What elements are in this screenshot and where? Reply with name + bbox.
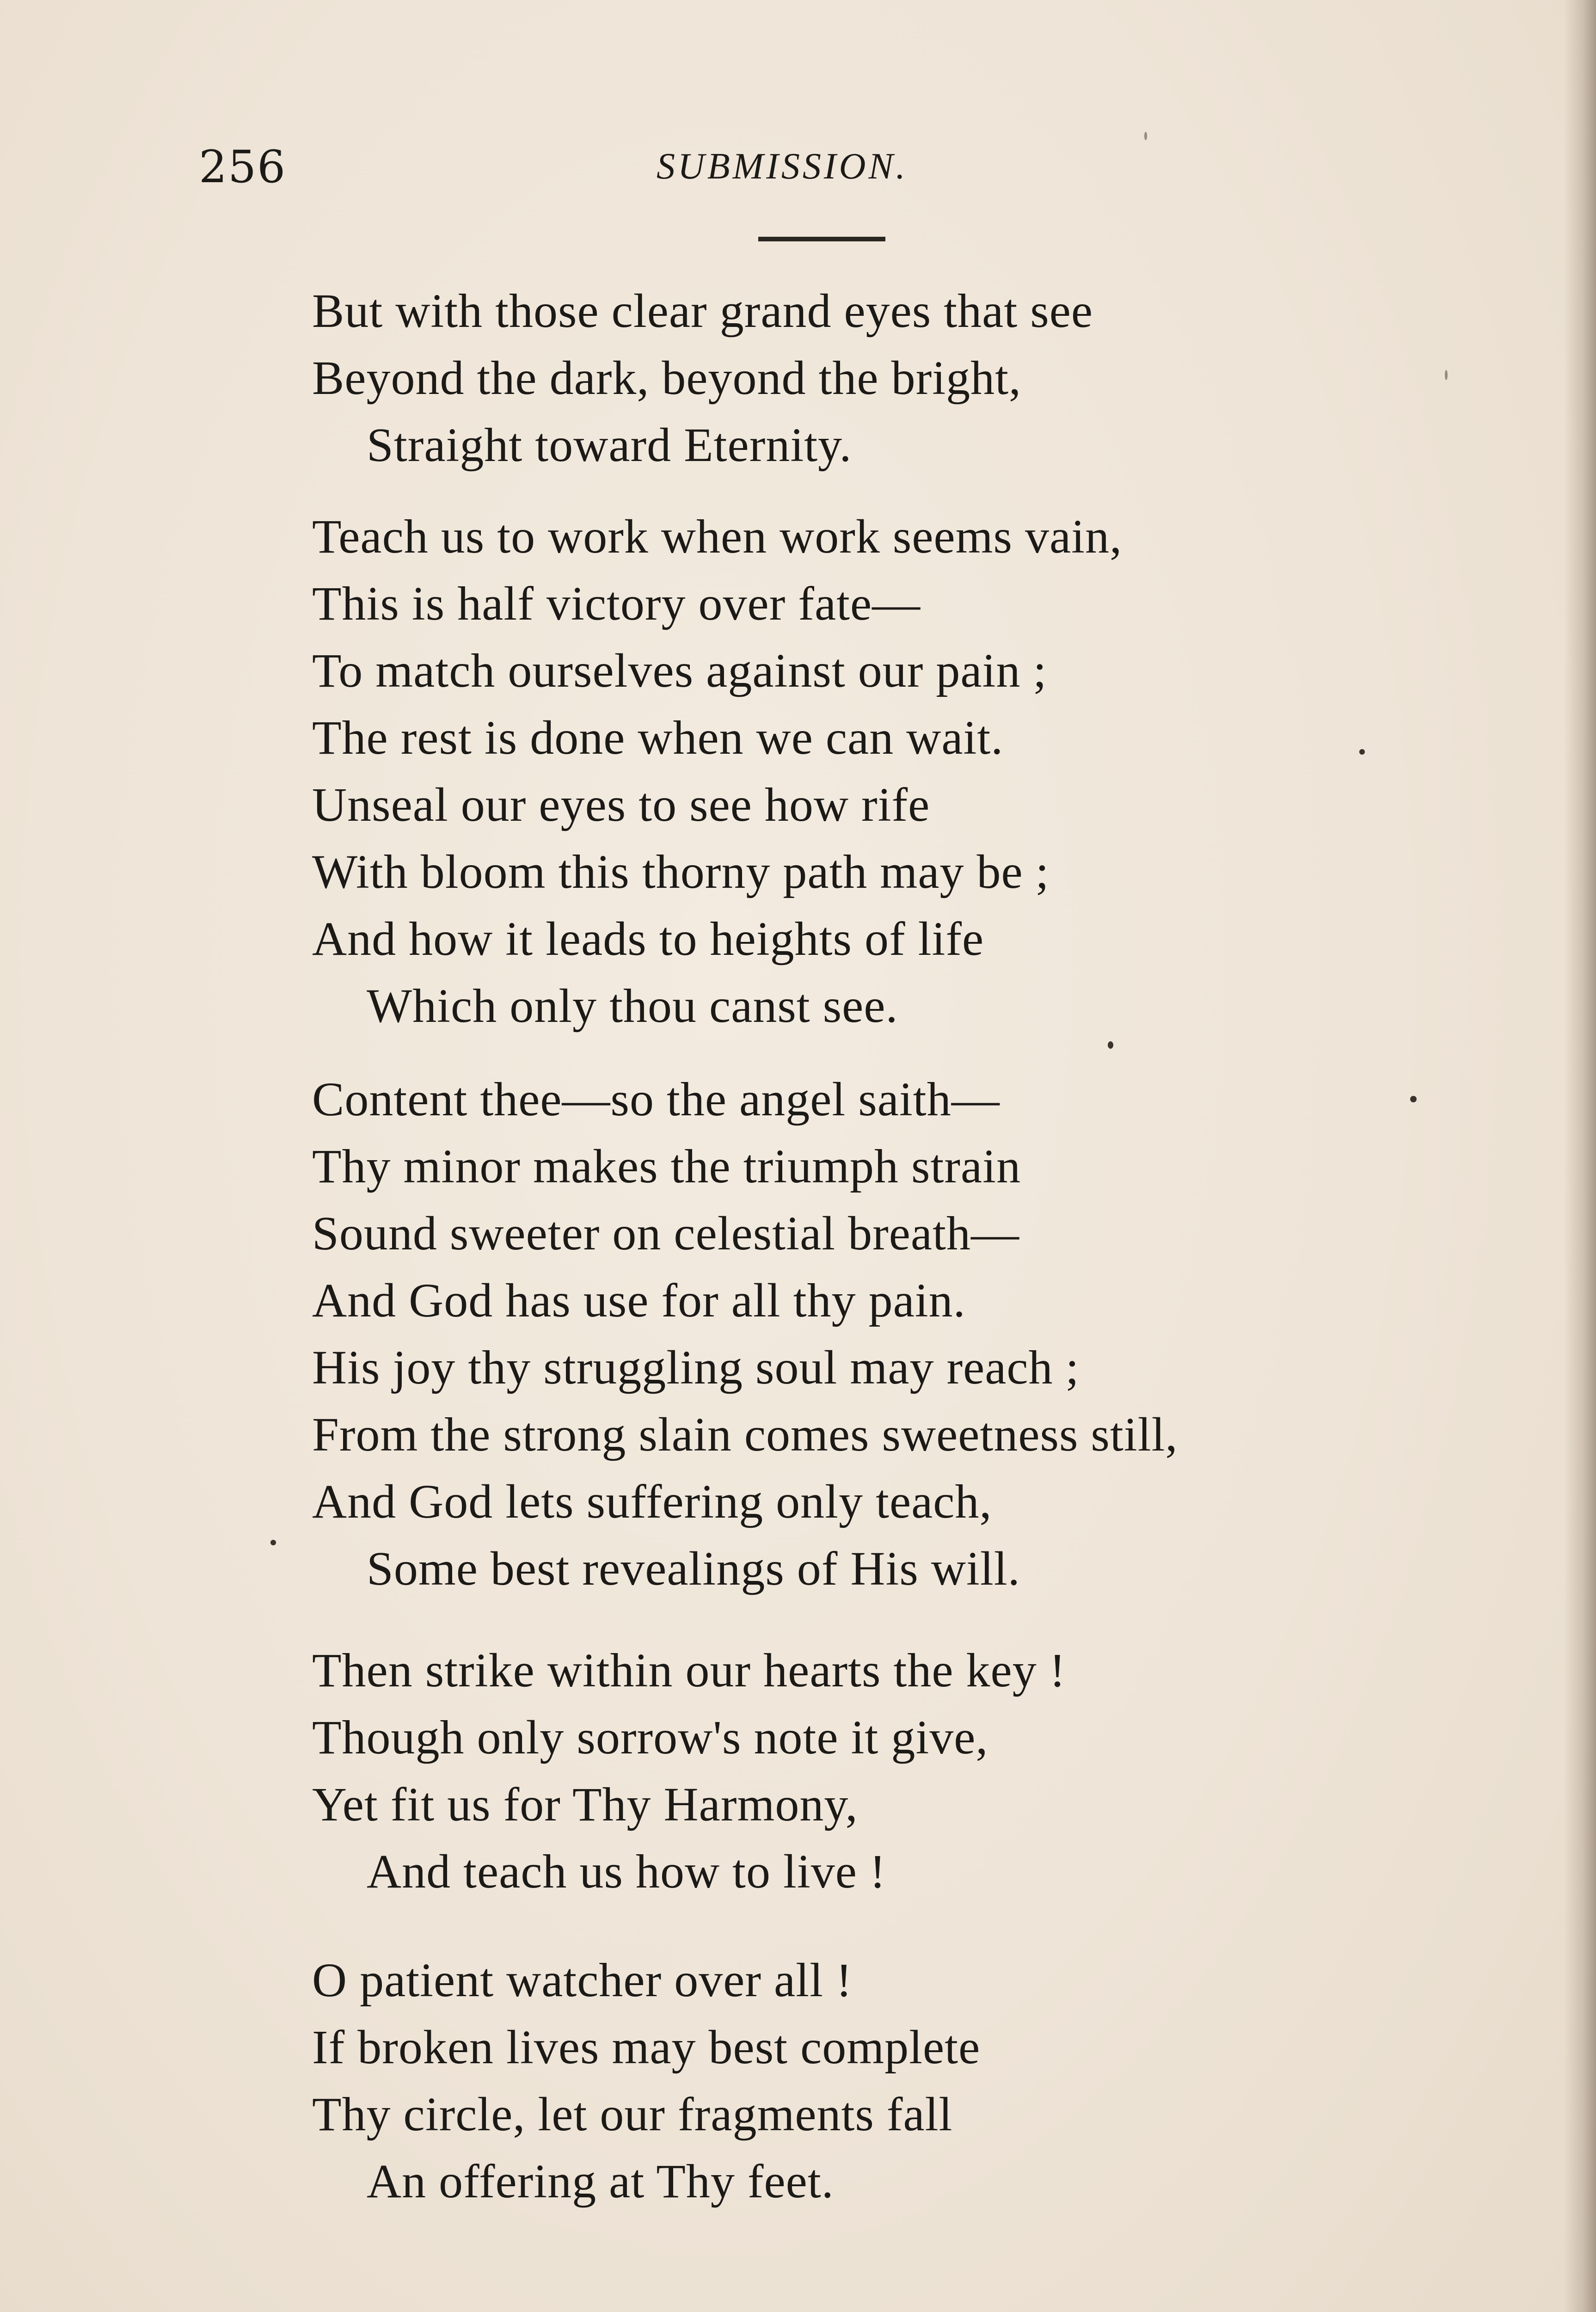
stanza xyxy=(312,503,1122,1039)
paper-speck xyxy=(1445,370,1448,380)
poem-line-indented: An offering at Thy feet. xyxy=(367,2155,834,2208)
stanza xyxy=(312,1066,1178,1602)
poem-line: Thy circle, let our fragments fall xyxy=(312,2088,953,2141)
poem-line: Content thee—so the angel saith— xyxy=(312,1073,1000,1126)
poem-line: Sound sweeter on celestial breath— xyxy=(312,1207,1019,1260)
page-number: 256 xyxy=(199,141,287,193)
stanza xyxy=(312,1637,1066,1905)
poem-line-indented: Which only thou canst see. xyxy=(367,979,898,1033)
poem-line-indented: And teach us how to live ! xyxy=(367,1845,886,1898)
poem-line: From the strong slain comes sweetness still, xyxy=(312,1408,1178,1461)
paper-speck xyxy=(1410,1096,1417,1102)
poem-line-indented: Some best revealings of His will. xyxy=(367,1542,1020,1595)
paper-speck xyxy=(1144,132,1147,140)
running-head: SUBMISSION. xyxy=(657,146,908,187)
poem-line: And God has use for all thy pain. xyxy=(312,1274,966,1327)
poem-line: Then strike within our hearts the key ! xyxy=(312,1644,1066,1697)
poem-line: Thy minor makes the triumph strain xyxy=(312,1140,1021,1193)
paper-speck xyxy=(1108,1041,1113,1049)
header-rule xyxy=(758,237,885,241)
poem-line: Unseal our eyes to see how rife xyxy=(312,778,930,831)
poem-line: If broken lives may best complete xyxy=(312,2021,981,2074)
poem-line: With bloom this thorny path may be ; xyxy=(312,845,1050,898)
paper-speck xyxy=(1359,749,1365,755)
poem-line: Beyond the dark, beyond the bright, xyxy=(312,351,1022,405)
poem-line: O patient watcher over all ! xyxy=(312,1954,853,2007)
poem-line: The rest is done when we can wait. xyxy=(312,711,1004,764)
page-binding-shadow xyxy=(1564,0,1596,2312)
poem-line: His joy thy struggling soul may reach ; xyxy=(312,1341,1080,1394)
poem-line: And God lets suffering only teach, xyxy=(312,1475,992,1528)
poem-line: This is half victory over fate— xyxy=(312,577,921,630)
poem-line: Yet fit us for Thy Harmony, xyxy=(312,1778,858,1831)
poem-line-indented: Straight toward Eternity. xyxy=(367,418,852,472)
poem-line: And how it leads to heights of life xyxy=(312,912,984,965)
paper-speck xyxy=(270,1540,276,1545)
poem-line: Teach us to work when work seems vain, xyxy=(312,510,1123,563)
poem-line: Though only sorrow's note it give, xyxy=(312,1711,988,1764)
stanza xyxy=(312,1947,980,2215)
stanza xyxy=(312,277,1093,479)
poem-line: But with those clear grand eyes that see xyxy=(312,284,1093,338)
poem-line: To match ourselves against our pain ; xyxy=(312,644,1047,697)
